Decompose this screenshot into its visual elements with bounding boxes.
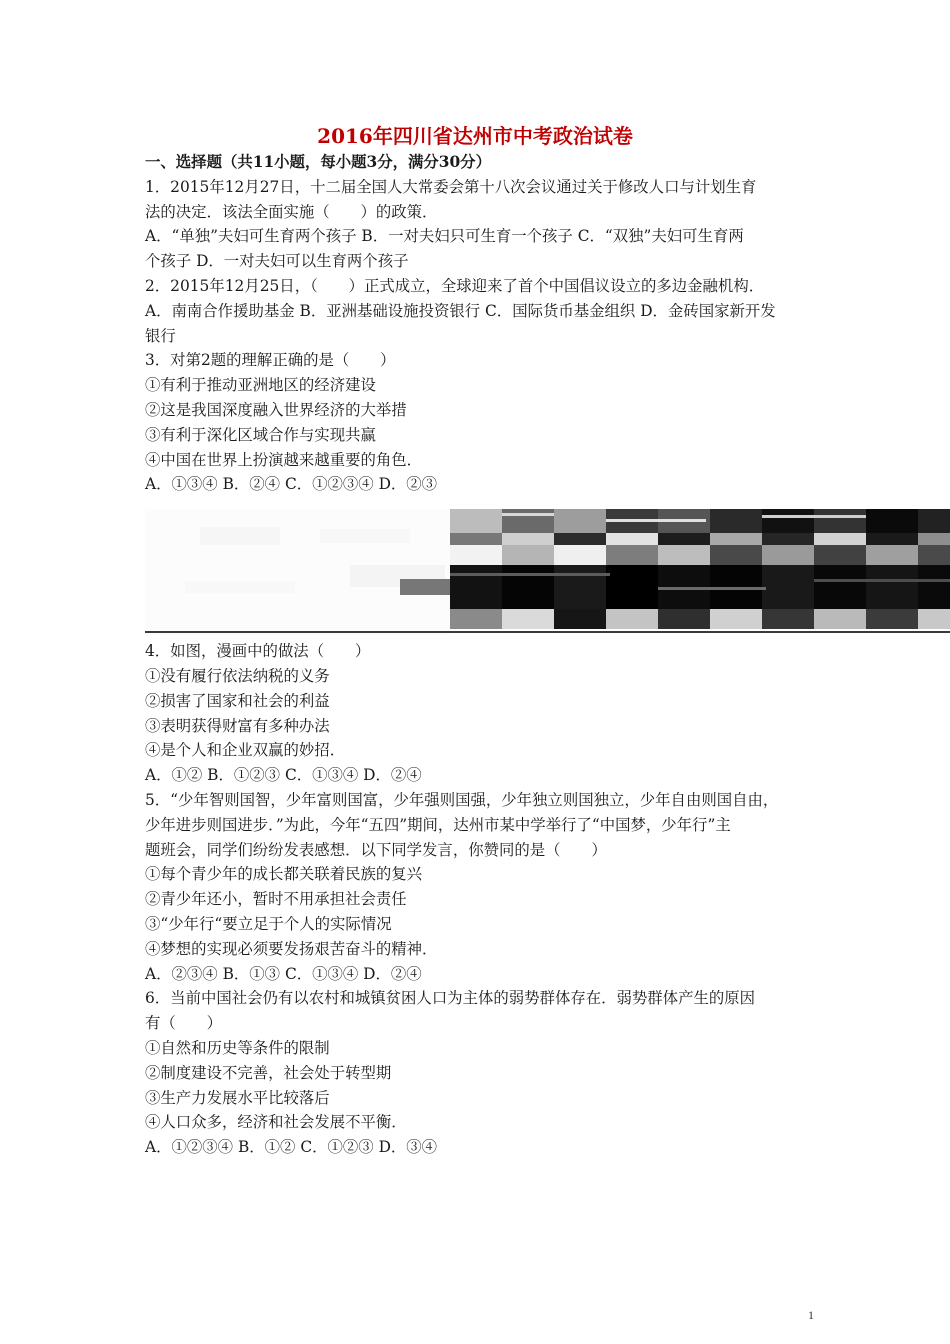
statement-line: ②制度建设不完善，社会处于转型期 [145,1063,392,1082]
option-line: A．“单独”夫妇可生育两个孩子 B．一对夫妇只可生育一个孩子 C．“双独”夫妇可生育两 [145,227,744,246]
option-line: 个孩子 D．一对夫妇可以生育两个孩子 [145,252,409,271]
page-number: 1 [808,1308,814,1322]
statement-line: ④是个人和企业双赢的妙招． [145,741,346,760]
statement-line: ③有利于深化区域合作与实现共赢 [145,425,376,444]
question-line: 2．2015年12月25日，（ ）正式成立，全球迎来了首个中国倡议设立的多边金融机构． [145,276,765,295]
statement-line: ②损害了国家和社会的利益 [145,691,330,710]
statement-line: ④梦想的实现必须要发扬艰苦奋斗的精神． [145,939,438,958]
statement-line: ①每个青少年的成长都关联着民族的复兴 [145,865,423,884]
statement-line: ②青少年还小，暂时不用承担社会责任 [145,890,407,909]
question-line: 6．当前中国社会仍有以农村和城镇贫困人口为主体的弱势群体存在．弱势群体产生的原因 [145,989,756,1008]
statement-line: ①没有履行依法纳税的义务 [145,666,330,685]
exam-content [145,150,815,1160]
comic-image [145,499,950,639]
statement-line: ③表明获得财富有多种办法 [145,716,330,735]
option-line: A．①② B．①②③ C．①③④ D．②④ [145,766,422,785]
question-5 [145,788,815,986]
question-4 [145,639,815,788]
exam-title: 2016年四川省达州市中考政治试卷 [317,124,633,148]
question-6 [145,986,815,1160]
statement-line: ①自然和历史等条件的限制 [145,1038,330,1057]
question-2 [145,274,815,348]
statement-line: ④人口众多，经济和社会发展不平衡． [145,1113,407,1132]
option-line: 银行 [145,326,176,345]
question-line: 5．“少年智则国智，少年富则国富，少年强则国强，少年独立则国独立，少年自由则国自由， [145,790,779,809]
question-line: 4．如图，漫画中的做法（ ） [145,642,371,661]
statement-line: ①有利于推动亚洲地区的经济建设 [145,376,376,395]
statement-line: ④中国在世界上扮演越来越重要的角色． [145,450,423,469]
option-line: A．南南合作援助基金 B．亚洲基础设施投资银行 C．国际货币基金组织 D．金砖国家新开发 [145,301,776,320]
statement-line: ③生产力发展水平比较落后 [145,1088,330,1107]
question-line: 法的决定．该法全面实施（ ）的政策． [145,202,438,221]
question-3 [145,348,815,497]
question-1 [145,175,815,274]
statement-line: ②这是我国深度融入世界经济的大举措 [145,400,407,419]
option-line: A．②③④ B．①③ C．①③④ D．②④ [145,964,422,983]
statement-line: ③“少年行“要立足于个人的实际情况 [145,914,392,933]
question-line: 题班会，同学们纷纷发表感想．以下同学发言，你赞同的是（ ） [145,840,607,859]
question-line: 少年进步则国进步．”为此，今年“五四”期间，达州市某中学举行了“中国梦，少年行”主 [145,815,731,834]
question-line: 1．2015年12月27日，十二届全国人大常委会第十八次会议通过关于修改人口与计划生育 [145,177,757,196]
option-line: A．①③④ B．②④ C．①②③④ D．②③ [145,475,438,494]
option-line: A．①②③④ B．①② C．①②③ D．③④ [145,1138,438,1157]
question-line: 有（ ） [145,1014,222,1033]
comic-image-artifact [145,499,950,639]
section-heading: 一、选择题（共11小题，每小题3分，满分30分） [145,153,491,171]
question-line: 3．对第2题的理解正确的是（ ） [145,351,396,370]
